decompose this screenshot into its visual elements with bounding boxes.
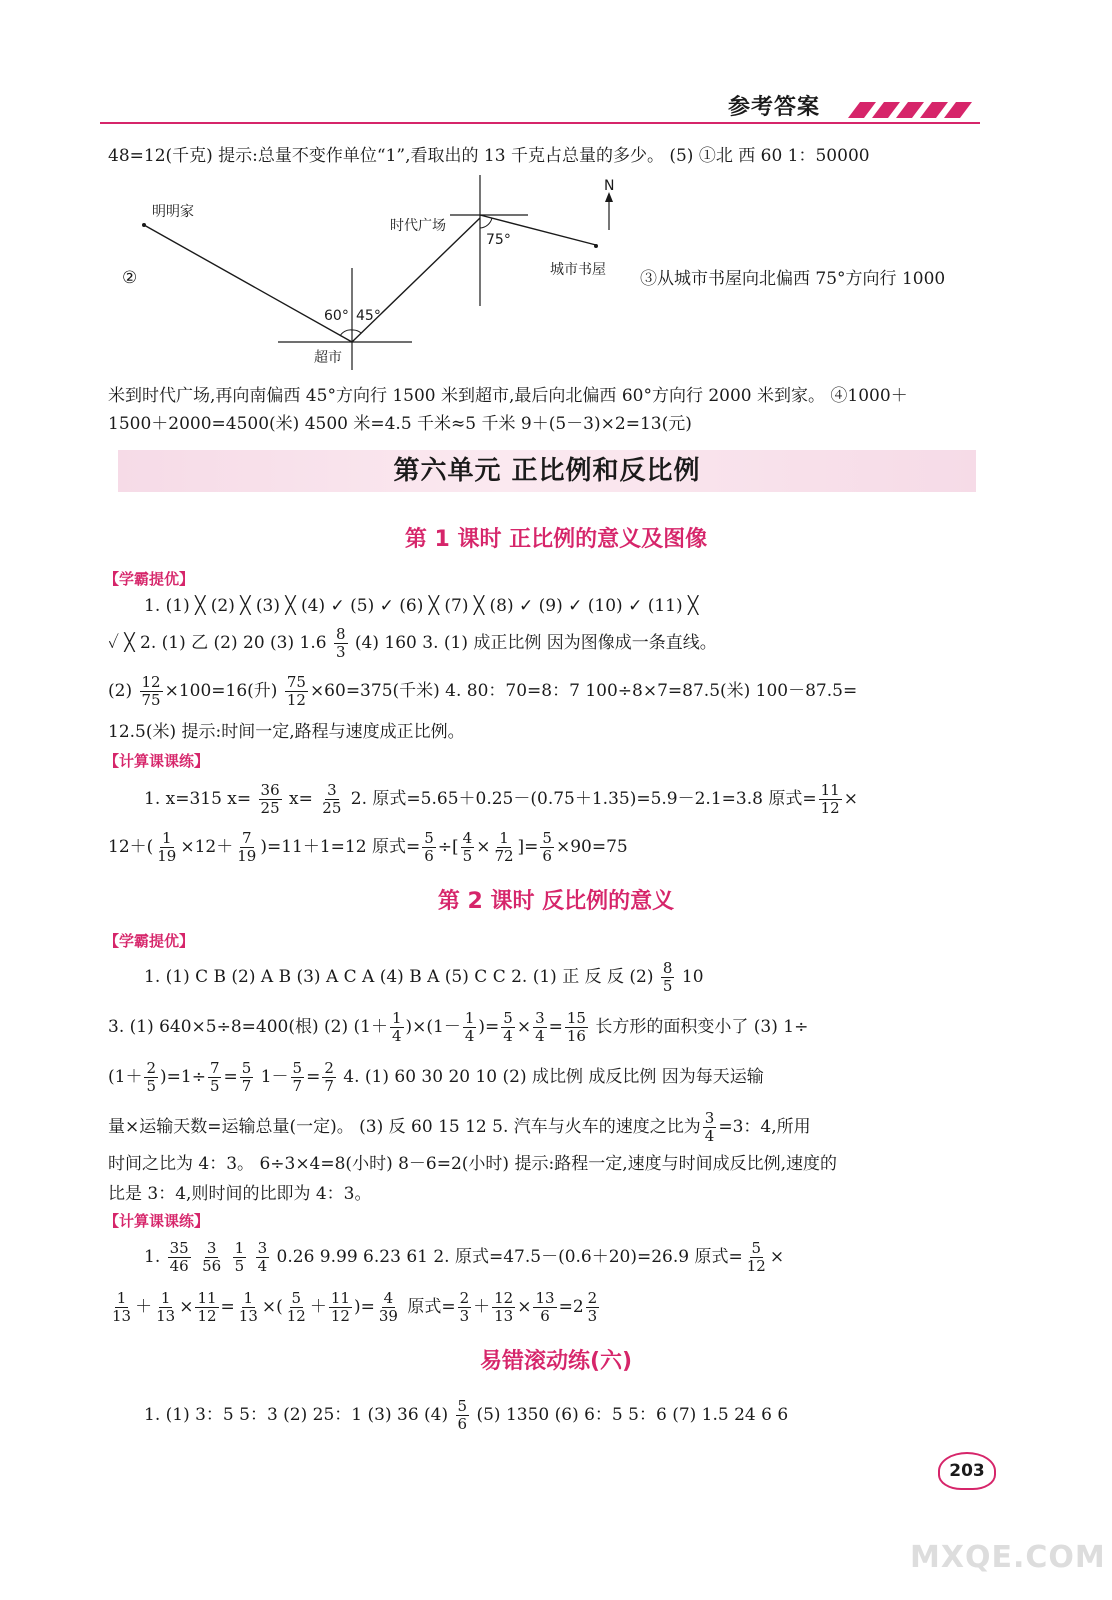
section-title: 第六单元 正比例和反比例	[118, 450, 976, 492]
frac: $\frac{1}{4}$	[391, 1009, 402, 1045]
angle-75: 75°	[486, 232, 511, 248]
top-line-after-1: 米到时代广场,再向南偏西 45°方向行 1500 米到超市,最后向北偏西 60°方向行 2000 米到家。 ④1000＋	[108, 386, 908, 406]
lesson2-line-4: 量×运输天数=运输总量(一定)。 (3) 反 60 15 12 5. 汽车与火车的速度之比为 $\frac{3}{4}$ =3：4,所用	[108, 1109, 811, 1145]
frac: $\frac{7}{19}$	[237, 829, 257, 865]
frac: $\frac{5}{12}$	[746, 1239, 766, 1275]
north-label: N	[604, 178, 615, 194]
label-bookstore: 城市书屋	[550, 262, 606, 278]
lesson2-line-3: (1＋ $\frac{2}{5}$ )=1÷ $\frac{7}{5}$ = $\frac{5}{7}$ 1－ $\frac{5}{7}$ = $\frac{2}{7}$ 4. (1) 60 30 20 10 (2) 成比例 成反比例 因为每天运输	[108, 1059, 764, 1095]
frac: $\frac{75}{12}$	[286, 673, 306, 709]
lesson1-line-4: 12.5(米) 提示:时间一定,路程与速度成正比例。	[108, 722, 465, 742]
frac: $\frac{3}{4}$	[257, 1239, 268, 1275]
watermark: MXQE.COM	[910, 1540, 1106, 1575]
angle-45: 45°	[356, 308, 381, 324]
frac: $\frac{4}{39}$	[378, 1289, 398, 1325]
frac: $\frac{15}{16}$	[566, 1009, 586, 1045]
frac: $\frac{7}{5}$	[209, 1059, 220, 1095]
frac: $\frac{5}{4}$	[503, 1009, 513, 1045]
lesson2-line-2: 3. (1) 640×5÷8=400(根) (2) (1＋ $\frac{1}{4}$ )×(1－ $\frac{1}{4}$ )= $\frac{5}{4}$ × $\frac{3}{4}$ = $\frac{15}{16}$ 长方形的面积变小了 (3) 1÷	[108, 1009, 809, 1045]
errors-line-1: 1. (1) 3：5 5：3 (2) 25：1 (3) 36 (4) $\frac{5}{6}$ (5) 1350 (6) 6：5 5：6 (7) 1.5 24 6 6	[144, 1397, 789, 1433]
top-right-3: ③从城市书屋向北偏西 75°方向行 1000	[640, 269, 946, 289]
lesson1-line-5: 1. x=315 x= $\frac{36}{25}$ x= $\frac{3}{25}$ 2. 原式=5.65＋0.25－(0.75＋1.35)=5.9－2.1=3.8 原式= $\frac{11}{12}$ ×	[144, 781, 858, 817]
frac: $\frac{2}{7}$	[324, 1059, 334, 1095]
label-market: 超市	[314, 350, 342, 366]
frac: $\frac{5}{12}$	[286, 1289, 306, 1325]
frac: $\frac{35}{46}$	[169, 1239, 189, 1275]
frac: $\frac{2}{3}$	[587, 1289, 598, 1325]
top-line-1: 48=12(千克) 提示:总量不变作单位“1”,看取出的 13 千克占总量的多少。 (5) ①北 西 60 1：50000	[108, 146, 870, 166]
frac: $\frac{5}{6}$	[457, 1397, 468, 1433]
frac: $\frac{3}{4}$	[535, 1009, 545, 1045]
angle-60: 60°	[324, 308, 349, 324]
lesson1-line-6: 12＋( $\frac{1}{19}$ ×12＋ $\frac{7}{19}$ )=11＋1=12 原式= $\frac{5}{6}$ ÷[ $\frac{4}{5}$ × $\frac{1}{72}$ ]= $\frac{5}{6}$ ×90=75	[108, 829, 628, 865]
frac: $\frac{2}{5}$	[146, 1059, 156, 1095]
lesson2-line-6: 比是 3：4,则时间的比即为 4：3。	[108, 1184, 372, 1204]
frac: $\frac{5}{6}$	[424, 829, 434, 865]
direction-diagram	[100, 170, 660, 380]
frac: $\frac{1}{13}$	[238, 1289, 258, 1325]
circle-2: ②	[122, 268, 138, 288]
frac: $\frac{12}{75}$	[141, 673, 161, 709]
frac: $\frac{3}{4}$	[704, 1109, 715, 1145]
lesson1-label-a: 【学霸提优】	[104, 570, 195, 588]
lesson1-line-3: (2) $\frac{12}{75}$ ×100=16(升) $\frac{75}{12}$ ×60=375(千米) 4. 80：70=8：7 100÷8×7=87.5(米) 100－87.5=	[108, 673, 858, 709]
frac: $\frac{5}{7}$	[241, 1059, 252, 1095]
lesson1-title: 第 1 课时 正比例的意义及图像	[404, 527, 708, 552]
frac: $\frac{1}{5}$	[234, 1239, 245, 1275]
lesson2-line-8: $\frac{1}{13}$ ＋ $\frac{1}{13}$ × $\frac{11}{12}$ = $\frac{1}{13}$ ×( $\frac{5}{12}$ ＋ $\frac{11}{12}$ )= $\frac{4}{39}$ 原式= $\frac{2}{3}$ ＋ $\frac{12}{13}$ × $\frac{13}{6}$ =2 $\frac{2}{3}$	[112, 1289, 598, 1325]
frac: $\frac{8}{3}$	[335, 625, 346, 661]
lesson2-line-7: 1. $\frac{35}{46}$ $\frac{3}{56}$ $\frac{1}{5}$ $\frac{3}{4}$ 0.26 9.99 6.23 61 2. 原式=47.5－(0.6＋20)=26.9 原式= $\frac{5}{12}$ ×	[144, 1239, 785, 1275]
label-square: 时代广场	[390, 218, 446, 234]
errors-title: 易错滚动练(六)	[479, 1349, 633, 1374]
frac: $\frac{13}{6}$	[535, 1289, 555, 1325]
frac: $\frac{4}{5}$	[462, 829, 473, 865]
frac: $\frac{3}{25}$	[322, 781, 342, 817]
frac: $\frac{3}{56}$	[202, 1239, 222, 1275]
lesson1-label-b: 【计算课课练】	[104, 752, 210, 770]
page-number: 203	[938, 1452, 996, 1490]
label-home: 明明家	[152, 204, 194, 220]
frac: $\frac{36}{25}$	[260, 781, 280, 817]
lesson2-line-1: 1. (1) C B (2) A B (3) A C A (4) B A (5) C C 2. (1) 正 反 反 (2) $\frac{8}{5}$ 10	[144, 959, 704, 995]
top-line-after-2: 1500＋2000=4500(米) 4500 米=4.5 千米≈5 千米 9＋(5－3)×2=13(元)	[108, 414, 692, 434]
header-title: 参考答案	[728, 95, 821, 120]
frac: $\frac{12}{13}$	[494, 1289, 514, 1325]
lesson1-line-1: 1. (1) ╳ (2) ╳ (3) ╳ (4) ✓ (5) ✓ (6) ╳ (7) ╳ (8) ✓ (9) ✓ (10) ✓ (11) ╳	[144, 596, 699, 616]
frac: $\frac{1}{13}$	[156, 1289, 176, 1325]
lesson2-label-a: 【学霸提优】	[104, 932, 195, 950]
frac: $\frac{11}{12}$	[330, 1289, 350, 1325]
frac: $\frac{5}{6}$	[542, 829, 552, 865]
lesson2-title: 第 2 课时 反比例的意义	[437, 889, 675, 914]
frac: $\frac{1}{13}$	[112, 1289, 132, 1325]
frac: $\frac{11}{12}$	[820, 781, 840, 817]
lesson1-line-2: ✓ ╳ 2. (1) 乙 (2) 20 (3) 1.6 $\frac{8}{3}$ (4) 160 3. (1) 成正比例 因为图像成一条直线。	[108, 625, 717, 661]
lesson2-label-b: 【计算课课练】	[104, 1212, 210, 1230]
frac: $\frac{1}{4}$	[464, 1009, 475, 1045]
header-rule	[100, 122, 980, 124]
header-stripes	[842, 100, 972, 118]
frac: $\frac{8}{5}$	[662, 959, 673, 995]
frac: $\frac{11}{12}$	[197, 1289, 217, 1325]
frac: $\frac{5}{7}$	[292, 1059, 303, 1095]
frac: $\frac{1}{72}$	[494, 829, 514, 865]
frac: $\frac{2}{3}$	[459, 1289, 470, 1325]
lesson2-line-5: 时间之比为 4：3。 6÷3×4=8(小时) 8－6=2(小时) 提示:路程一定,速度与时间成反比例,速度的	[108, 1154, 837, 1174]
frac: $\frac{1}{19}$	[157, 829, 177, 865]
